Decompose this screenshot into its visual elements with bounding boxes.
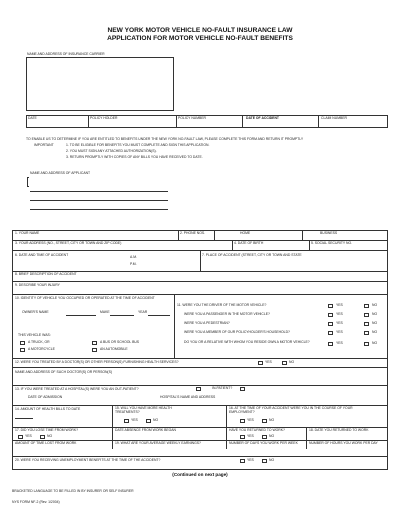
q-pedestrian-yes-checkbox[interactable] bbox=[328, 322, 333, 326]
yes-label: YES bbox=[336, 303, 343, 307]
no-label: NO bbox=[47, 434, 53, 438]
admission-date-field[interactable]: DATE OF ADMISSION bbox=[28, 395, 63, 399]
q-pedestrian-no-checkbox[interactable] bbox=[364, 322, 369, 326]
inpatient-checkbox[interactable] bbox=[240, 387, 245, 391]
q-relative-yes-checkbox[interactable] bbox=[328, 342, 333, 346]
doctor-no-checkbox[interactable] bbox=[282, 361, 287, 365]
address-field[interactable]: 3. YOUR ADDRESS (NO., STREET, CITY OR TOWN AND ZIP CODE) bbox=[15, 241, 122, 245]
inpatient-label: IN-PATIENT? bbox=[212, 386, 233, 390]
date-field[interactable]: DATE bbox=[28, 116, 37, 120]
q-passenger-yes-checkbox[interactable] bbox=[328, 313, 333, 317]
yes-label: YES bbox=[336, 330, 343, 334]
accident-description-field[interactable]: 8. BRIEF DESCRIPTION OF ACCIDENT bbox=[15, 272, 77, 276]
q-driver-yes-checkbox[interactable] bbox=[328, 304, 333, 308]
business-phone-field[interactable]: BUSINESS bbox=[320, 231, 338, 235]
q-household-no-checkbox[interactable] bbox=[364, 331, 369, 335]
course-of-employment-label: 16. AT THE TIME OF YOUR ACCIDENT WERE YOU IN THE COURSE OF YOUR EMPLOYMENT? bbox=[229, 406, 353, 414]
returned-to-work-label: HAVE YOU RETURNED TO WORK? bbox=[229, 428, 285, 432]
instructions-item3: 3. RETURN PROMPTLY WITH COPIES OF ANY BILLS YOU HAVE RECEIVED TO DATE. bbox=[66, 155, 203, 159]
hours-per-day-field[interactable]: NUMBER OF HOURS YOU WORK PER DAY bbox=[309, 441, 378, 445]
instructions-item1: 1. TO BE ELIGIBLE FOR BENEFITS YOU MUST COMPLETE AND SIGN THIS APPLICATION. bbox=[66, 143, 210, 147]
applicant-line-3[interactable] bbox=[30, 209, 168, 210]
this-vehicle-was-label: THIS VEHICLE WAS: bbox=[18, 333, 51, 337]
unemployment-no-checkbox[interactable] bbox=[262, 459, 267, 463]
yes-label: YES bbox=[247, 434, 254, 438]
unemployment-benefits-label: 20. WERE YOU RECEIVING UNEMPLOYMENT BENEFITS AT THE TIME OF THE ACCIDENT? bbox=[15, 458, 161, 462]
no-label: NO bbox=[289, 360, 295, 364]
bus-checkbox[interactable] bbox=[92, 341, 97, 345]
q-relative-no-checkbox[interactable] bbox=[364, 342, 369, 346]
more-treatments-no-checkbox[interactable] bbox=[146, 419, 151, 423]
q-relative-label: DO YOU OR A RELATIVE WITH WHOM YOU RESIDE OWN A MOTOR VEHICLE? bbox=[184, 340, 310, 344]
bus-label: A BUS OR SCHOOL BUS bbox=[100, 340, 140, 344]
q-pedestrian-label: WERE YOU A PEDESTRIAN? bbox=[184, 321, 230, 325]
policy-number-field[interactable]: POLICY NUMBER bbox=[178, 116, 207, 120]
truck-label: A TRUCK, OR bbox=[28, 340, 50, 344]
q-passenger-no-checkbox[interactable] bbox=[364, 313, 369, 317]
treated-by-doctor-label: 12. WERE YOU TREATED BY A DOCTOR(S) OR OTHER PERSON(S) FURNISHING HEALTH SERVICES? bbox=[15, 360, 179, 364]
q-passenger-label: WERE YOU A PASSENGER IN THE MOTOR VEHICLE? bbox=[184, 312, 270, 316]
q-household-label: WERE YOU A MEMBER OF OUR POLICYHOLDER'S HOUSEHOLD? bbox=[184, 330, 290, 334]
no-label: NO bbox=[269, 434, 275, 438]
date-time-accident-field[interactable]: 6. DATE AND TIME OF ACCIDENT bbox=[15, 253, 69, 257]
phone-label: 2. PHONE NOS. bbox=[180, 231, 206, 235]
no-label: NO bbox=[153, 418, 159, 422]
yes-label: YES bbox=[247, 418, 254, 422]
health-bills-field[interactable]: 14. AMOUNT OF HEALTH BILLS TO DATE bbox=[15, 407, 81, 411]
no-label: NO bbox=[269, 418, 275, 422]
bracketed-language-note: BRACKETED LANGUAGE TO BE FILLED IN BY INSURER OR SELF INSURER bbox=[12, 489, 134, 493]
yes-label: YES bbox=[336, 321, 343, 325]
q-driver-label: 11. WERE YOU THE DRIVER OF THE MOTOR VEHICLE? bbox=[177, 303, 267, 307]
date-of-accident-field[interactable]: DATE OF ACCIDENT bbox=[246, 116, 279, 120]
automobile-checkbox[interactable] bbox=[92, 348, 97, 352]
yes-label: YES bbox=[336, 341, 343, 345]
applicant-line-2[interactable] bbox=[30, 200, 168, 201]
automobile-label: AN AUTOMOBILE bbox=[100, 347, 128, 351]
employment-no-checkbox[interactable] bbox=[262, 419, 267, 423]
more-treatments-label: 15. WILL YOU HAVE MORE HEALTH TREATMENTS? bbox=[115, 406, 172, 414]
year-field[interactable]: YEAR bbox=[138, 310, 148, 314]
no-label: NO bbox=[372, 303, 378, 307]
continued-note: (Continued on next page) bbox=[172, 472, 228, 477]
no-label: NO bbox=[269, 458, 275, 462]
motorcycle-label: A MOTORCYCLE bbox=[28, 347, 55, 351]
home-phone-field[interactable]: HOME bbox=[240, 231, 251, 235]
policy-holder-field[interactable]: POLICY HOLDER bbox=[90, 116, 118, 120]
employment-yes-checkbox[interactable] bbox=[240, 419, 245, 423]
outpatient-checkbox[interactable] bbox=[196, 387, 201, 391]
form-id: NYS FORM NF-2 (Rev. 1/2004) bbox=[12, 500, 60, 504]
unemployment-yes-checkbox[interactable] bbox=[240, 459, 245, 463]
weekly-earnings-field[interactable]: 19. WHAT ARE YOUR AVERAGE WEEKLY EARNINGS? bbox=[115, 441, 201, 445]
returned-yes-checkbox[interactable] bbox=[240, 435, 245, 439]
injury-description-field[interactable]: 9. DESCRIBE YOUR INJURY bbox=[15, 283, 60, 287]
pm-label[interactable]: P.M. bbox=[130, 262, 137, 266]
no-label: NO bbox=[372, 330, 378, 334]
no-label: NO bbox=[372, 341, 378, 345]
yes-label: YES bbox=[131, 418, 138, 422]
returned-no-checkbox[interactable] bbox=[262, 435, 267, 439]
q-household-yes-checkbox[interactable] bbox=[328, 331, 333, 335]
make-field[interactable]: MAKE bbox=[100, 310, 110, 314]
time-lost-field[interactable]: AMOUNT OF TIME LOST FROM WORK bbox=[15, 441, 77, 445]
applicant-label: NAME AND ADDRESS OF APPLICANT bbox=[30, 171, 91, 175]
q-driver-no-checkbox[interactable] bbox=[364, 304, 369, 308]
yes-label: YES bbox=[247, 458, 254, 462]
social-security-field[interactable]: 5. SOCIAL SECURITY NO. bbox=[311, 241, 353, 245]
hospital-name-field[interactable]: HOSPITAL'S NAME AND ADDRESS bbox=[160, 395, 216, 399]
lose-time-yes-checkbox[interactable] bbox=[18, 435, 23, 439]
applicant-line-1[interactable] bbox=[30, 191, 168, 192]
hospital-outpatient-label: 13. IF YOU WERE TREATED AT A HOSPITAL(S) WERE YOU AN OUT-PATIENT? bbox=[15, 387, 139, 391]
owners-name-field[interactable]: OWNER'S NAME bbox=[22, 310, 49, 314]
yes-label: YES bbox=[336, 312, 343, 316]
date-of-birth-field[interactable]: 4. DATE OF BIRTH bbox=[234, 241, 264, 245]
place-of-accident-field[interactable]: 7. PLACE OF ACCIDENT (STREET, CITY OR TOWN AND STATE bbox=[202, 253, 302, 257]
days-per-week-field[interactable]: NUMBER OF DAYS YOU WORK PER WEEK bbox=[229, 441, 298, 445]
am-label[interactable]: A.M. bbox=[130, 255, 137, 259]
lose-time-no-checkbox[interactable] bbox=[40, 435, 45, 439]
carrier-field[interactable] bbox=[26, 57, 174, 111]
carrier-label: NAME AND ADDRESS OF INSURANCE CARRIER bbox=[27, 52, 105, 56]
doctor-name-address-field[interactable]: NAME AND ADDRESS OF SUCH DOCTOR(S) OR PERSON(S) bbox=[15, 370, 112, 374]
instructions-item2: 2. YOU MUST SIGN ANY ATTACHED AUTHORIZATION(S). bbox=[66, 149, 157, 153]
no-label: NO bbox=[372, 312, 378, 316]
instructions-line1: TO ENABLE US TO DETERMINE IF YOU ARE ENTITLED TO BENEFITS UNDER THE NEW YORK NO-FAULT LAW, PLEASE COMPLETE THIS FORM AND RETURN IT PROMPTLY bbox=[26, 137, 304, 141]
form-title-line2: APPLICATION FOR MOTOR VEHICLE NO-FAULT BENEFITS bbox=[107, 35, 293, 42]
absence-began-field[interactable]: DATE ABSENCE FROM WORK BEGAN bbox=[115, 428, 176, 432]
vehicle-identity-label: 10. IDENTITY OF VEHICLE YOU OCCUPIED OR OPERATED AT THE TIME OF ACCIDENT bbox=[15, 296, 155, 300]
lose-time-label: 17. DID YOU LOSE TIME FROM WORK? bbox=[15, 428, 78, 432]
doctor-yes-checkbox[interactable] bbox=[258, 361, 263, 365]
return-date-field[interactable]: 18. DATE YOU RETURNED TO WORK bbox=[309, 428, 369, 432]
important-label: IMPORTANT bbox=[34, 143, 54, 147]
no-label: NO bbox=[372, 321, 378, 325]
more-treatments-yes-checkbox[interactable] bbox=[124, 419, 129, 423]
your-name-field[interactable]: 1. YOUR NAME bbox=[15, 231, 40, 235]
yes-label: YES bbox=[265, 360, 272, 364]
motorcycle-checkbox[interactable] bbox=[20, 348, 25, 352]
claim-number-field[interactable]: CLAIM NUMBER bbox=[321, 116, 347, 120]
truck-checkbox[interactable] bbox=[20, 341, 25, 345]
yes-label: YES bbox=[25, 434, 32, 438]
form-title-line1: NEW YORK MOTOR VEHICLE NO-FAULT INSURANCE LAW bbox=[107, 27, 293, 34]
